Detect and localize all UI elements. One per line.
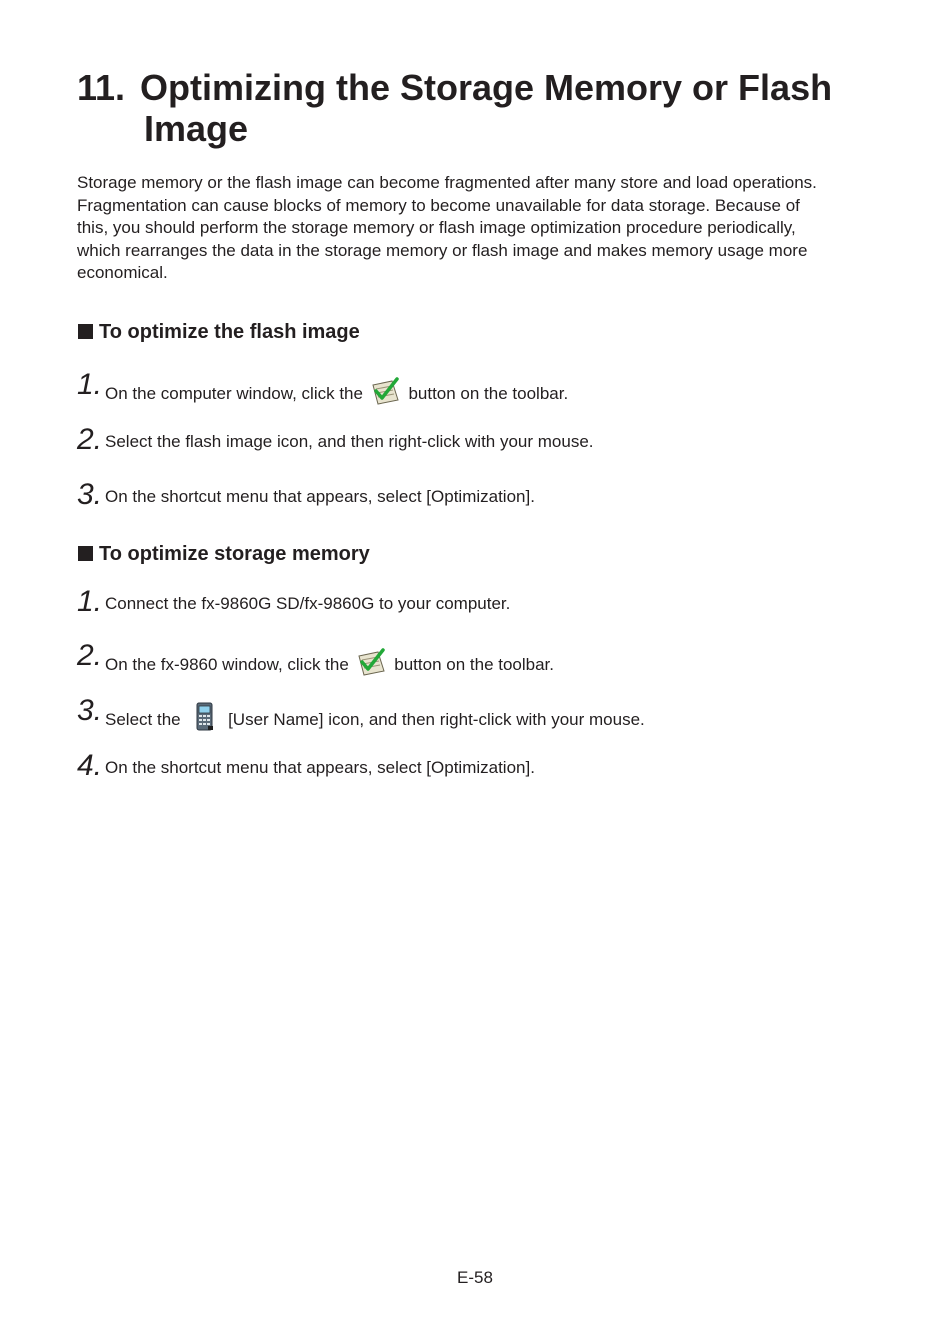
- step-text: Connect the fx-9860G SD/fx-9860G to your computer.: [105, 594, 511, 613]
- page-number: E-58: [457, 1268, 493, 1287]
- optimize-checkmark-icon: [356, 647, 388, 677]
- step-text: [105, 647, 554, 677]
- intro-line: Storage memory or the flash image can become fragmented after many store and load operations.: [77, 173, 817, 192]
- step-text: [105, 702, 645, 732]
- intro-line: Fragmentation can cause blocks of memory to become unavailable for data storage. Because of: [77, 195, 800, 215]
- step-text: Select the flash image icon, and then right-click with your mouse.: [105, 432, 594, 451]
- step-text: [105, 376, 568, 406]
- intro-line: economical.: [77, 263, 168, 282]
- section-heading-text: To optimize the flash image: [99, 321, 360, 343]
- optimize-checkmark-icon: [370, 376, 402, 406]
- step-text-before: On the fx-9860 window, click the: [105, 655, 349, 674]
- step-number: 4.: [77, 749, 103, 782]
- title-line-1: Optimizing the Storage Memory or Flash: [140, 67, 833, 108]
- intro-paragraph: [77, 172, 877, 285]
- square-bullet-icon: [78, 324, 93, 339]
- step-text: On the shortcut menu that appears, select [Optimization].: [105, 758, 535, 777]
- intro-line: this, you should perform the storage memory or flash image optimization procedure periodically,: [77, 218, 796, 237]
- section-heading-flash-image: [78, 320, 360, 344]
- step-text-before: On the computer window, click the: [105, 384, 363, 403]
- step-text: On the shortcut menu that appears, select [Optimization].: [105, 487, 535, 506]
- step-number: 3.: [77, 478, 103, 511]
- step-text-after: button on the toolbar.: [394, 655, 555, 674]
- section-number: 11.: [77, 67, 126, 108]
- step-text-after: [User Name] icon, and then right-click with your mouse.: [228, 710, 645, 729]
- square-bullet-icon: [78, 546, 93, 561]
- title-line-2: Image: [144, 108, 249, 149]
- intro-line: which rearranges the data in the storage memory or flash image and makes memory usage more: [77, 240, 808, 260]
- step-text-after: button on the toolbar.: [408, 384, 569, 403]
- calculator-icon: [189, 702, 219, 732]
- step-text-before: Select the: [105, 710, 181, 729]
- step-number: 1.: [77, 585, 103, 618]
- section-heading-text: To optimize storage memory: [99, 543, 370, 565]
- step-number: 2.: [77, 639, 103, 672]
- step-number: 2.: [77, 423, 103, 456]
- section-heading-storage-memory: [78, 542, 370, 566]
- step-number: 1.: [77, 368, 103, 401]
- step-number: 3.: [77, 694, 103, 727]
